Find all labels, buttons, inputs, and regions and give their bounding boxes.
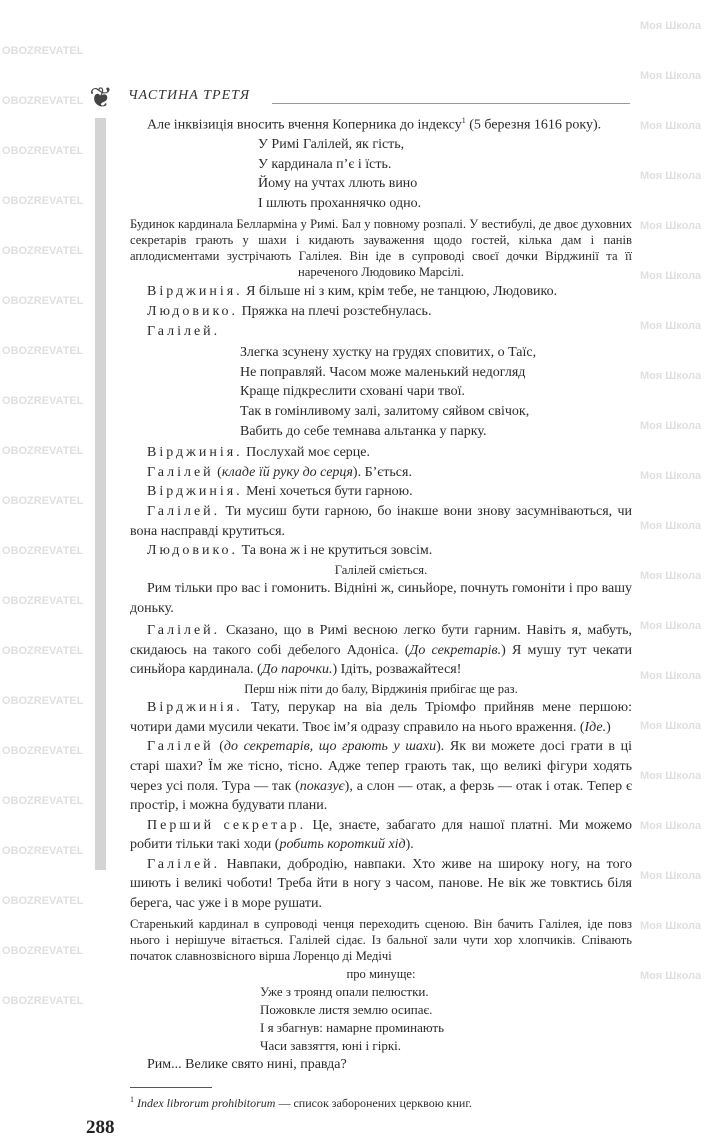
watermark: Моя Школа bbox=[640, 870, 702, 882]
line-first-secretary: Перший секретар. Це, знаєте, забагато для нашої платні. Ми можемо робити тільки такі ходи (робить короткий хід). bbox=[130, 817, 632, 853]
watermark: OBOZREVATEL bbox=[2, 795, 84, 807]
watermark: Моя Школа bbox=[640, 720, 702, 732]
footnote: $^1$ Index librorum prohibitorum — список заборонених церквою книг. bbox=[130, 1095, 472, 1111]
watermark: OBOZREVATEL bbox=[2, 745, 84, 757]
watermark: OBOZREVATEL bbox=[2, 695, 84, 707]
watermark: OBOZREVATEL bbox=[2, 95, 84, 107]
line-virginia: Вірджинія. Мені хочеться бути гарною. bbox=[147, 484, 413, 500]
running-header: ЧАСТИНА ТРЕТЯ bbox=[128, 88, 251, 103]
stage-direction: Будинок кардинала Белларміна у Римі. Бал у повному розпалі. У вестибулі, де двоє духовних секретарів грають у шахи і кидають зауваження щодо гостей, кілька дам і панів аплодисментами зустрічають Галілея. Він іде в супроводі своєї дочки Вірджинії та її нареченого Людовико Марсілі. bbox=[130, 216, 632, 280]
watermark: Моя Школа bbox=[640, 470, 702, 482]
watermark: Моя Школа bbox=[640, 120, 702, 132]
watermark: Моя Школа bbox=[640, 20, 702, 32]
watermark: OBOZREVATEL bbox=[2, 645, 84, 657]
watermark: OBOZREVATEL bbox=[2, 895, 84, 907]
watermark: Моя Школа bbox=[640, 70, 702, 82]
watermark: OBOZREVATEL bbox=[2, 295, 84, 307]
watermark: OBOZREVATEL bbox=[2, 195, 84, 207]
line-galileo: Галілей. Навпаки, добродію, навпаки. Хто живе на широку ногу, на того шиють і великі чоботи! Треба йти в ногу з часом, панове. Не вік же товктись біля берега, час уже і в море рушати. bbox=[130, 856, 632, 912]
watermark: Моя Школа bbox=[640, 220, 702, 232]
watermark: OBOZREVATEL bbox=[2, 845, 84, 857]
watermark: OBOZREVATEL bbox=[2, 445, 84, 457]
line-galileo: Галілей (до секретарів, що грають у шахи). Як ви можете досі грати в ці старі шахи? Їм же тісно, тісно. Адже тепер грають так, що великі фігури ходять через усі поля. Тура — так (показує), а слон — отак, а ферзь — отак і отак. Тепер є простір, і можна будувати плани. bbox=[130, 739, 633, 814]
watermark: Моя Школа bbox=[640, 670, 702, 682]
watermark: Моя Школа bbox=[640, 570, 702, 582]
watermark: OBOZREVATEL bbox=[2, 245, 84, 257]
poem-1: У Римі Галілей, як гість, У кардинала п’є і їсть. Йому на учтах ллють вино І шлють проханнячко одно. bbox=[258, 137, 422, 212]
line-ludovico: Людовико. Та вона ж і не крутиться зовсім. bbox=[147, 543, 433, 559]
page-number: 288 bbox=[86, 1117, 115, 1139]
watermark: Моя Школа bbox=[640, 920, 702, 932]
watermark: Моя Школа bbox=[640, 770, 702, 782]
line-ludovico: Людовико. Пряжка на плечі розстебнулась. bbox=[147, 304, 432, 320]
watermark: Моя Школа bbox=[640, 370, 702, 382]
watermark: Моя Школа bbox=[640, 970, 702, 982]
line-galileo: Галілей. Сказано, що в Римі весною легко бути гарним. Навіть я, мабуть, скидаюсь на такого собі дебелого Адоніса. (До секретарів.) Я мушу тут чекати синьйора кардинала. (До парочки.) Ідіть, розважайтеся! bbox=[130, 623, 632, 678]
watermark: OBOZREVATEL bbox=[2, 45, 84, 57]
poem-2: Злегка зсунену хустку на грудях сповитих, о Таїс, Не поправляй. Часом може маленький недогляд Краще підкреслити сховані чари твої. Так в гомінливому залі, залитому сяйвом свічок, Вабить до себе темнава альтанка у парку. bbox=[240, 345, 537, 439]
watermark: OBOZREVATEL bbox=[2, 995, 84, 1007]
footnote-rule bbox=[130, 1087, 212, 1088]
paragraph: Рим тільки про вас і гомонить. Відніні ж, синьйоре, почнуть гомоніти і про вашу доньку. bbox=[130, 580, 632, 616]
line-virginia: Вірджинія. Я більше ні з ким, крім тебе, не танцюю, Людовико. bbox=[147, 284, 558, 300]
line-galileo: Галілей. Ти мусиш бути гарною, бо інакше вони знову засумніваються, чи вона насправді крутиться. bbox=[130, 503, 632, 539]
watermark: OBOZREVATEL bbox=[2, 145, 84, 157]
watermark: Моя Школа bbox=[640, 620, 702, 632]
watermark: Моя Школа bbox=[640, 520, 702, 532]
paragraph: Але інквізиція вносить вчення Коперника до індексу$^1$ (5 березня 1616 року). bbox=[147, 116, 602, 133]
line-virginia: Вірджинія. Тату, перукар на віа дель Тріомфо прийняв мене першою: чотири дами мусили чекати. Твоє ім’я одразу справило на нього враження. (Іде.) bbox=[130, 700, 632, 735]
watermark: Моя Школа bbox=[640, 320, 702, 332]
page-body bbox=[86, 111, 633, 1139]
margin-bar bbox=[95, 118, 106, 870]
watermark: OBOZREVATEL bbox=[2, 545, 84, 557]
paragraph: Рим... Велике свято нині, правда? bbox=[147, 1057, 347, 1073]
watermark: OBOZREVATEL bbox=[2, 495, 84, 507]
stage-direction: Галілей сміється. bbox=[334, 562, 428, 577]
watermark: OBOZREVATEL bbox=[2, 945, 84, 957]
watermark: OBOZREVATEL bbox=[2, 395, 84, 407]
poem-3: Уже з троянд опали пелюстки. Пожовкле листя землю осипає. І я збагнув: намарне проминають Часи завзяття, юні і гіркі. bbox=[260, 984, 444, 1054]
stage-direction: Старенький кардинал в супроводі ченця переходить сценою. Він бачить Галілея, іде повз нього і нерішуче вітається. Галілей сідає. Із бальної зали чути хор хлопчиків. Співають початок славнозвісного вірша Лоренцо ді Медічі bbox=[130, 916, 632, 964]
stage-direction-end: про минуще: bbox=[346, 967, 416, 982]
watermark: Моя Школа bbox=[640, 170, 702, 182]
line-galileo: Галілей (кладе їй руку до серця). Б’ється. bbox=[147, 464, 412, 480]
line-galileo: Галілей. bbox=[147, 323, 221, 339]
line-virginia: Вірджинія. Послухай моє серце. bbox=[147, 445, 371, 461]
watermark: Моя Школа bbox=[640, 820, 702, 832]
header-rule bbox=[272, 103, 630, 104]
watermark: Моя Школа bbox=[640, 420, 702, 432]
ornament-icon: ❦ bbox=[89, 83, 113, 114]
watermark: OBOZREVATEL bbox=[2, 595, 84, 607]
watermark: OBOZREVATEL bbox=[2, 345, 84, 357]
watermark: Моя Школа bbox=[640, 270, 702, 282]
stage-direction: Перш ніж піти до балу, Вірджинія прибігає ще раз. bbox=[244, 681, 518, 696]
